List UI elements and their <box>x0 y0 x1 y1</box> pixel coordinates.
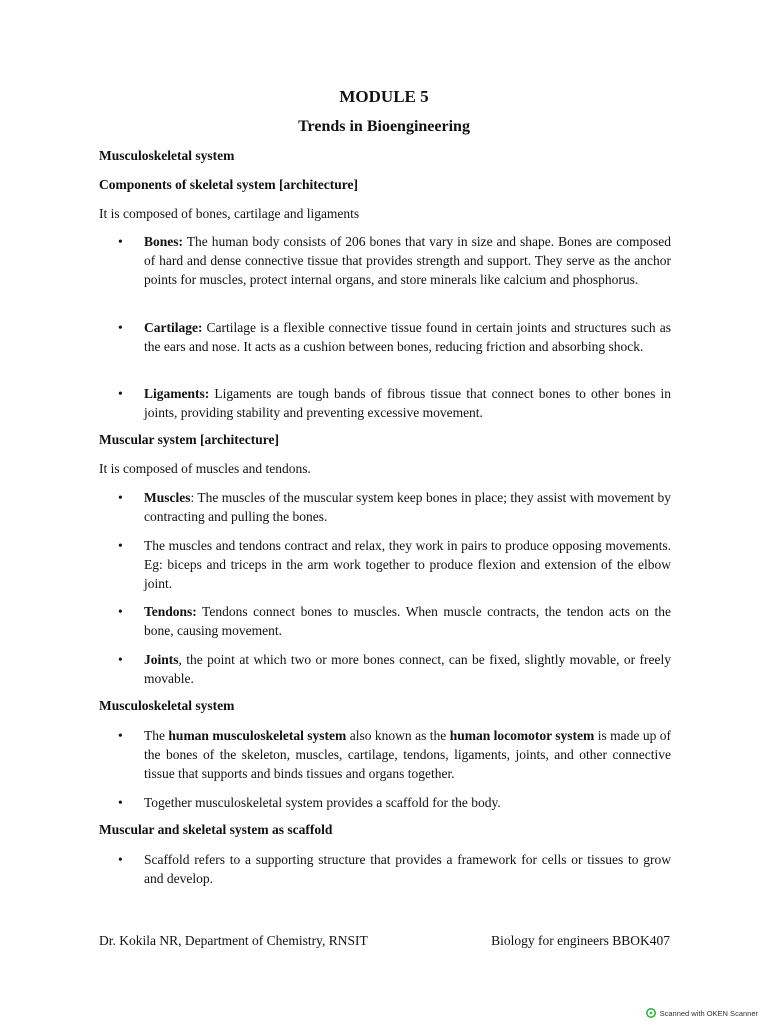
text-run: also known as the <box>346 728 450 743</box>
term-label: Bones: <box>144 234 184 249</box>
term-text: , the point at which two or more bones connect, can be fixed, slightly movable, or freely movable. <box>144 652 671 686</box>
term-label: Ligaments: <box>144 386 210 401</box>
scanner-logo-icon <box>646 1008 656 1018</box>
list-item-muscles-tendons-pairs <box>118 536 671 593</box>
term-text: : The muscles of the muscular system keep bones in place; they assist with movement by contracting and pulling the bones. <box>144 490 671 524</box>
list-item-scaffold-body <box>118 793 671 812</box>
bullet-icon: • <box>118 604 123 619</box>
bullet-icon: • <box>118 795 123 810</box>
term-label: Joints <box>144 652 179 667</box>
section-heading-muscular: Muscular system [architecture] <box>99 432 279 447</box>
list-item-joints <box>118 650 671 688</box>
list-item-scaffold-definition <box>118 850 671 888</box>
bullet-icon: • <box>118 320 123 335</box>
list-item-cartilage <box>118 318 671 356</box>
section-heading-musculoskeletal: Musculoskeletal system <box>99 148 235 163</box>
muscular-intro: It is composed of muscles and tendons. <box>99 461 311 476</box>
term-label: Cartilage: <box>144 320 203 335</box>
term-text: Together musculoskeletal system provides a scaffold for the body. <box>144 795 501 810</box>
section-subheading-skeletal-components: Components of skeletal system [architecture] <box>99 177 358 192</box>
module-title: MODULE 5 <box>339 87 429 106</box>
scanner-badge-text: Scanned with OKEN Scanner <box>659 1008 758 1018</box>
bullet-icon: • <box>118 490 123 505</box>
bullet-icon: • <box>118 652 123 667</box>
bullet-icon: • <box>118 852 123 867</box>
module-subtitle: Trends in Bioengineering <box>298 118 470 135</box>
term-text: Ligaments are tough bands of fibrous tissue that connect bones to other bones in joints, providing stability and preventing excessive movement. <box>144 386 671 420</box>
section-heading-musculoskeletal-2: Musculoskeletal system <box>99 698 235 713</box>
section-heading-scaffold: Muscular and skeletal system as scaffold <box>99 822 333 837</box>
skeletal-intro: It is composed of bones, cartilage and ligaments <box>99 206 360 221</box>
term-text: Scaffold refers to a supporting structure that provides a framework for cells or tissues to grow and develop. <box>144 852 671 886</box>
term-text: Cartilage is a flexible connective tissue found in certain joints and structures such as the ears and nose. It acts as a cushion between bones, reducing friction and absorbing shock. <box>144 320 671 354</box>
bullet-icon: • <box>118 386 123 401</box>
scanner-badge <box>646 1008 758 1018</box>
list-item-human-musculoskeletal <box>118 726 671 783</box>
term-label: Tendons: <box>144 604 197 619</box>
bullet-icon: • <box>118 538 123 553</box>
term-text: Tendons connect bones to muscles. When muscle contracts, the tendon acts on the bone, causing movement. <box>144 604 671 638</box>
footer-course: Biology for engineers BBOK407 <box>491 933 670 948</box>
bullet-icon: • <box>118 234 123 249</box>
bullet-icon: • <box>118 728 123 743</box>
text-run: The <box>144 728 169 743</box>
list-item-ligaments <box>118 384 671 422</box>
list-item-muscles <box>118 488 671 526</box>
bold-term: human musculoskeletal system <box>168 728 347 743</box>
list-item-tendons <box>118 602 671 640</box>
footer-author: Dr. Kokila NR, Department of Chemistry, RNSIT <box>99 933 368 948</box>
list-item-bones <box>118 232 671 289</box>
text-run: is made up of the bones of the skeleton, muscles, cartilage, tendons, ligaments, joints, and other connective tissue that supports and binds tissues and organs together. <box>144 728 671 781</box>
term-label: Muscles <box>144 490 191 505</box>
term-text: The human body consists of 206 bones that vary in size and shape. Bones are composed of hard and dense connective tissue that provides strength and support. They serve as the anchor points for muscles, protect internal organs, and store minerals like calcium and phosphorus. <box>144 234 671 287</box>
bold-term: human locomotor system <box>449 728 595 743</box>
term-text: The muscles and tendons contract and relax, they work in pairs to produce opposing movements. Eg: biceps and triceps in the arm work together to produce flexion and extension of the elbow joint. <box>144 538 671 591</box>
